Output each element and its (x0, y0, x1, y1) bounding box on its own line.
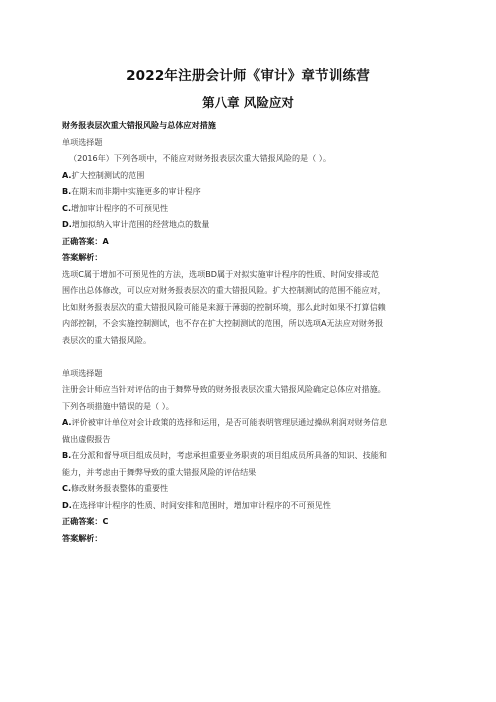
option-letter: B. (62, 186, 72, 196)
q2-stem-line: 下列各项措施中错误的是（ ）。 (62, 400, 174, 411)
option-text: 在分派和督导项目组成员时，考虑承担重要业务职责的项目组成员所具备的知识、技能和 (71, 450, 387, 460)
q2-analysis-label: 答案解析： (62, 532, 103, 543)
q1-option-c (62, 200, 436, 217)
q2-option-a (62, 414, 436, 431)
content (62, 117, 436, 546)
q2-option-c (62, 480, 436, 497)
q1-answer: 正确答案：A (62, 235, 109, 246)
option-text: 在选择审计程序的性质、时间安排和范围时，增加审计程序的不可预见性 (71, 499, 331, 510)
q2-type: 单项选择题 (62, 367, 103, 378)
option-text: 在期末而非期中实施更多的审计程序 (71, 186, 201, 196)
q1-analysis-line: 表层次的重大错报风险。 (62, 334, 152, 345)
q1-analysis-label: 答案解析： (62, 252, 103, 262)
q1-option-a (62, 167, 436, 184)
option-letter: C. (62, 483, 72, 493)
q1-analysis-line: 围作出总体修改，可以应对财务报表层次的重大错报风险。扩大控制测试的范围不能应对， (62, 285, 386, 295)
spacer (62, 348, 436, 365)
option-text: 增加审计程序的不可预见性 (71, 202, 169, 213)
q2-stem-line: 注册会计师应当针对评估的由于舞弊导致的财务报表层次重大错报风险确定总体应对措施。 (62, 384, 386, 394)
q1-analysis-line: 内部控制，不会实施控制测试，也不存在扩大控制测试的范围，所以选项A无法应对财务报 (62, 318, 384, 328)
section-heading: 财务报表层次重大错报风险与总体应对措施 (62, 120, 216, 130)
option-text: 扩大控制测试的范围 (71, 169, 145, 180)
chapter-heading: 第八章 风险应对 (202, 95, 294, 110)
q1-stem: （2016年）下列各项中，不能应对财务报表层次重大错报风险的是（ ）。 (69, 153, 331, 163)
option-letter: D. (62, 219, 72, 229)
option-letter: D. (62, 499, 72, 510)
q2-option-b (62, 447, 436, 464)
option-letter: A. (62, 417, 72, 427)
option-letter: B. (62, 450, 72, 460)
option-text: 增加拟纳入审计范围的经营地点的数量 (71, 219, 210, 229)
option-letter: C. (62, 202, 72, 213)
q1-option-d (62, 216, 436, 233)
option-text: 修改财务报表整体的重要性 (71, 483, 169, 493)
q2-option-b-cont: 能力，并考虑由于舞弊导致的重大错报风险的评估结果 (62, 466, 257, 477)
document-title: 2022年注册会计师《审计》章节训练营 (126, 68, 370, 84)
q1-type: 单项选择题 (62, 136, 103, 147)
q2-option-a-cont: 做出虚假报告 (62, 433, 111, 444)
q1-analysis-line: 比如财务报表层次的重大错报风险可能是来源于薄弱的控制环境，那么此时如果不打算信赖 (62, 301, 386, 312)
q2-option-d (62, 497, 436, 514)
q1-analysis-line: 选项C属于增加不可预见性的方法，选项BD属于对拟实施审计程序的性质、时间安排或范 (62, 268, 379, 279)
q1-option-b (62, 183, 436, 200)
option-letter: A. (62, 169, 72, 180)
option-text: 评价被审计单位对会计政策的选择和运用，是否可能表明管理层通过操纵利润对财务信息 (71, 417, 388, 427)
q2-answer: 正确答案：C (62, 516, 109, 526)
